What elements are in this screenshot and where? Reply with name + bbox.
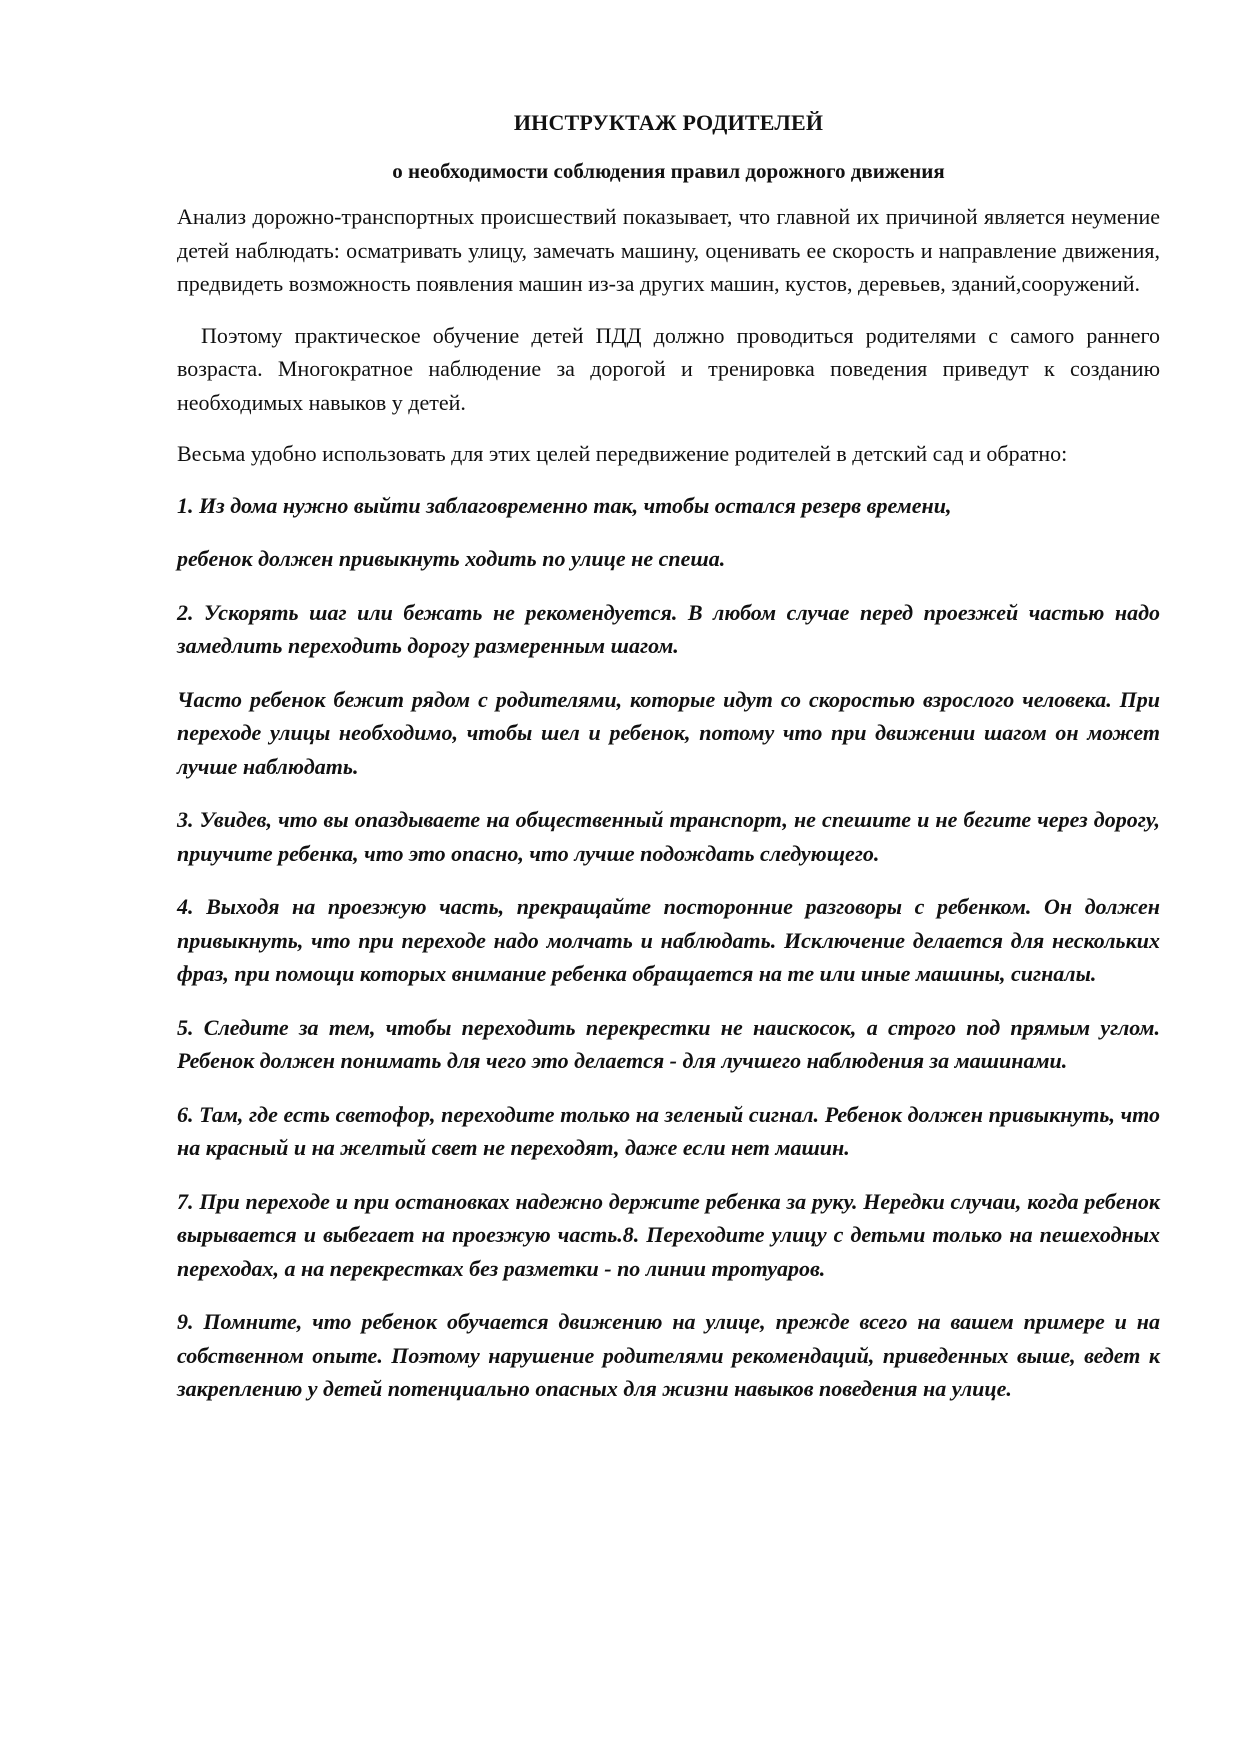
- rule-paragraph-2-note: Часто ребенок бежит рядом с родителями, которые идут со скоростью взрослого человека. При переходе улицы необходимо, чтобы шел и ребенок, потому что при движении шагом он может лучше наблюдать.: [177, 686, 1160, 779]
- document-subtitle: о необходимости соблюдения правил дорожного движения: [392, 159, 945, 183]
- rule-paragraph-5: 5. Следите за тем, чтобы переходить перекрестки не наискосок, а строго под прямым углом. Ребенок должен понимать для чего это делается - для лучшего наблюдения за машинами.: [177, 1014, 1160, 1073]
- intro-paragraph-3: Весьма удобно использовать для этих целей передвижение родителей в детский сад и обратно:: [177, 441, 1068, 466]
- document-body: [177, 108, 1160, 1426]
- rule-paragraph-1: 1. Из дома нужно выйти заблаговременно так, чтобы остался резерв времени,: [177, 492, 952, 518]
- rule-paragraph-4: 4. Выходя на проезжую часть, прекращайте посторонние разговоры с ребенком. Он должен привыкнуть, что при переходе надо молчать и наблюдать. Исключение делается для нескольких фраз, при помощи которых внимание ребенка обращается на те или иные машины, сигналы.: [177, 894, 1160, 986]
- rule-paragraph-9: 9. Помните, что ребенок обучается движению на улице, прежде всего на вашем примере и на собственном опыте. Поэтому нарушение родителями рекомендаций, приведенных выше, ведет к закреплению у детей потенциально опасных для жизни навыков поведения на улице.: [177, 1309, 1160, 1401]
- rule-paragraph-2: 2. Ускорять шаг или бежать не рекомендуется. В любом случае перед проезжей частью надо замедлить переходить дорогу размеренным шагом.: [177, 599, 1160, 658]
- rule-paragraph-6: 6. Там, где есть светофор, переходите только на зеленый сигнал. Ребенок должен привыкнуть, что на красный и на желтый свет не переходят, даже если нет машин.: [177, 1101, 1160, 1160]
- intro-paragraph-2: Поэтому практическое обучение детей ПДД должно проводиться родителями с самого раннего возраста. Многократное наблюдение за дорогой и тренировка поведения приведут к созданию необходимых навыков у детей.: [177, 322, 1160, 415]
- rule-paragraph-3: 3. Увидев, что вы опаздываете на общественный транспорт, не спешите и не бегите через дорогу, приучите ребенка, что это опасно, что лучше подождать следующего.: [177, 807, 1160, 866]
- rule-paragraph-1-continued: ребенок должен привыкнуть ходить по улице не спеша.: [177, 546, 726, 571]
- rule-paragraph-7-8: 7. При переходе и при остановках надежно держите ребенка за руку. Нередки случаи, когда ребенок вырывается и выбегает на проезжую часть.8. Переходите улицу с детьми только на пешеходных переходах, а на перекрестках без разметки - по линии тротуаров.: [177, 1188, 1160, 1281]
- intro-paragraph-1: Анализ дорожно-транспортных происшествий показывает, что главной их причиной является неумение детей наблюдать: осматривать улицу, замечать машину, оценивать ее скорость и направление движения, предвидеть возможность появления машин из-за других машин, кустов, деревьев, зданий,сооружений.: [177, 204, 1160, 296]
- document-title: ИНСТРУКТАЖ РОДИТЕЛЕЙ: [513, 110, 824, 135]
